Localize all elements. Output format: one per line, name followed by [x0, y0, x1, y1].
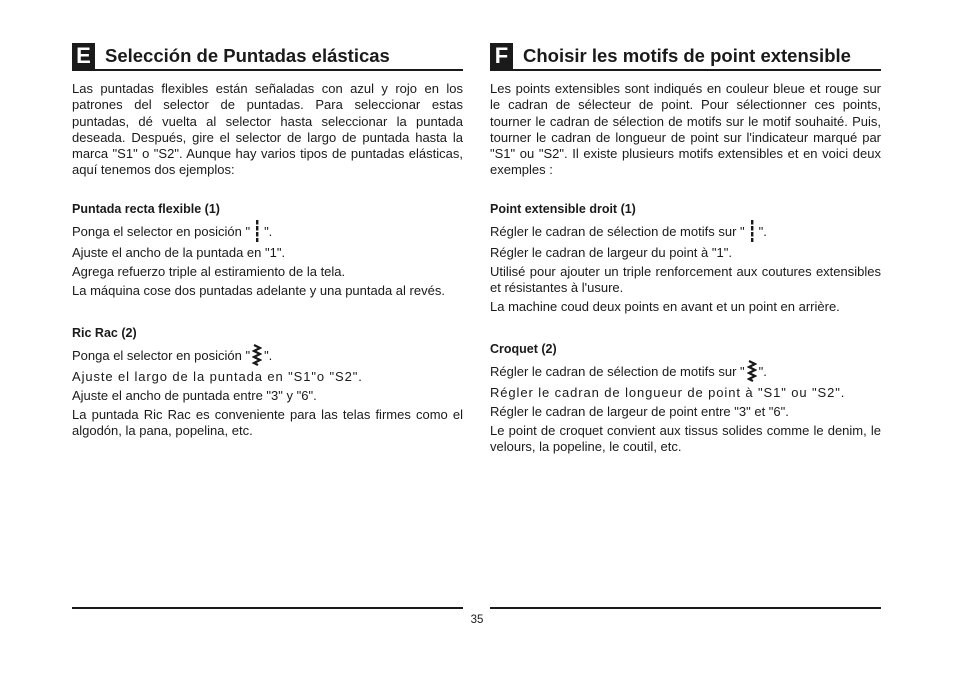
subsection-title: Point extensible droit (1) [490, 201, 636, 216]
instruction-text: ". [758, 223, 767, 239]
triple-straight-stitch-icon [252, 220, 262, 242]
instruction-text: ". [264, 347, 273, 363]
footer-divider [72, 607, 463, 609]
instruction-text: ". [758, 363, 767, 379]
instruction-line: La machine coud deux points en avant et un point en arrière. [490, 298, 840, 314]
instruction-line [72, 344, 463, 366]
subsection-title: Croquet (2) [490, 341, 557, 356]
page-number: 35 [470, 614, 484, 626]
instruction-line: Ajuste el ancho de puntada entre "3" y "6". [72, 387, 317, 403]
section-heading [490, 43, 881, 71]
instruction-line: Le point de croquet convient aux tissus solides comme le denim, le velours, la popeline, le coutil, etc. [490, 422, 881, 454]
section-heading [72, 43, 463, 71]
intro-paragraph: Les points extensibles sont indiqués en couleur bleue et rouge sur le cadran de sélecteur de point. Pour sélectionner ces points, tourner le cadran de sélection de motifs sur le motif souhaité. Puis, tourner le cadran de longueur de point sur l'indicateur marqué par "S1" ou "S2". Il existe plusieurs motifs extensibles et en voici deux exemples : [490, 81, 881, 178]
instruction-line: La máquina cose dos puntadas adelante y una puntada al revés. [72, 282, 445, 298]
ric-rac-stitch-icon [747, 360, 757, 382]
instruction-line: La puntada Ric Rac es conveniente para las telas firmes como el algodón, la pana, popelina, etc. [72, 406, 463, 438]
subsection-title: Puntada recta flexible (1) [72, 201, 220, 216]
intro-paragraph: Las puntadas flexibles están señaladas con azul y rojo en los patrones del selector de puntadas. Para seleccionar estas puntadas, dé vuelta al selector hasta seleccionar la puntada deseada. Después, gire el selector de largo de puntada hasta la marca "S1" o "S2". Aunque hay varios tipos de puntadas elásticas, aquí tenemos dos ejemplos: [72, 81, 463, 178]
instruction-line: Régler le cadran de longueur de point à "S1" ou "S2". [490, 384, 846, 400]
instruction-line: Agrega refuerzo triple al estiramiento de la tela. [72, 263, 346, 279]
instruction-line: Utilisé pour ajouter un triple renforcement aux coutures extensibles et résistantes à l'usure. [490, 263, 881, 295]
instruction-line: Ajuste el ancho de la puntada en "1". [72, 244, 286, 260]
language-badge: E [72, 43, 95, 69]
spanish-column [72, 43, 463, 439]
instruction-text: Régler le cadran de sélection de motifs sur " [490, 363, 745, 379]
page-title: Choisir les motifs de point extensible [523, 45, 851, 66]
triple-straight-stitch-icon [747, 220, 757, 242]
instruction-line [490, 220, 881, 242]
subsection-title: Ric Rac (2) [72, 325, 137, 340]
instruction-line [72, 220, 463, 242]
instruction-line: Régler le cadran de largeur de point entre "3" et "6". [490, 403, 789, 419]
ric-rac-stitch-icon [252, 344, 262, 366]
instruction-text: ". [264, 223, 273, 239]
instruction-text: Ponga el selector en posición " [72, 347, 251, 363]
instruction-line: Ajuste el largo de la puntada en "S1"o "S2". [72, 368, 363, 384]
footer-divider [490, 607, 881, 609]
instruction-line: Régler le cadran de largeur du point à "1". [490, 244, 732, 260]
page-title: Selección de Puntadas elásticas [105, 45, 390, 66]
language-badge: F [490, 43, 513, 69]
instruction-text: Ponga el selector en posición " [72, 223, 251, 239]
instruction-line [490, 360, 881, 382]
instruction-text: Régler le cadran de sélection de motifs sur " [490, 223, 745, 239]
french-column [490, 43, 881, 455]
